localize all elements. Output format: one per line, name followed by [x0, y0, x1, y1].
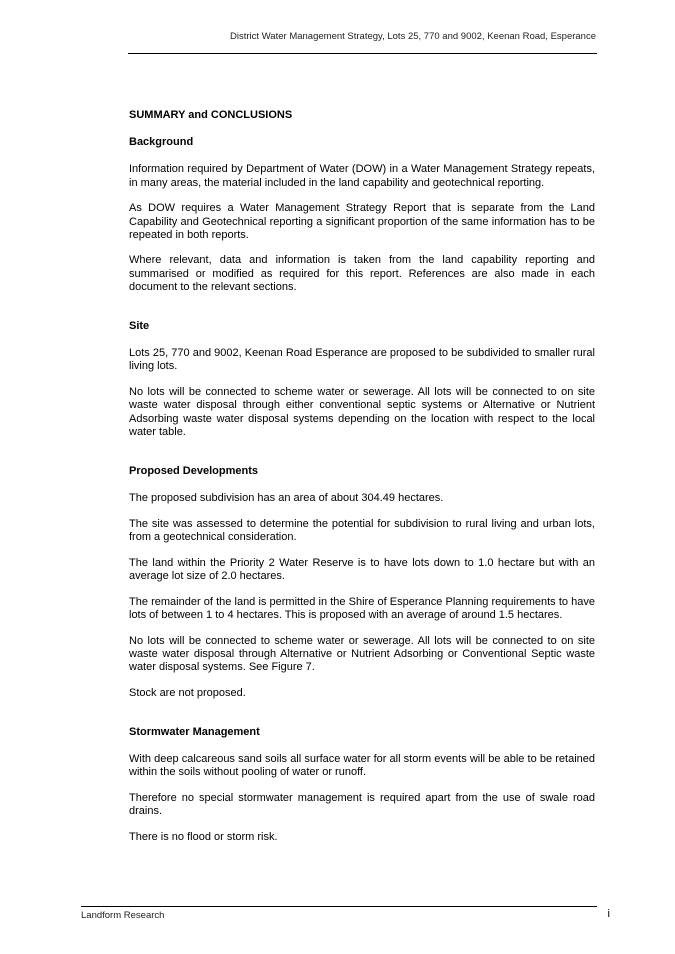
paragraph: Where relevant, data and information is taken from the land capability reporting and summarised or modified as required for this report. References are also made in each document to the relevant sections.	[129, 254, 595, 293]
paragraph: The land within the Priority 2 Water Reserve is to have lots down to 1.0 hectare but with an average lot size of 2.0 hectares.	[129, 556, 595, 582]
paragraph: Lots 25, 770 and 9002, Keenan Road Esperance are proposed to be subdivided to smaller rural living lots.	[129, 347, 595, 373]
paragraph: No lots will be connected to scheme water or sewerage. All lots will be connected to on site waste water disposal through Alternative or Nutrient Adsorbing or Conventional Septic waste water disposal systems. See Figure 7.	[129, 634, 595, 673]
paragraph: Information required by Department of Water (DOW) in a Water Management Strategy repeats, in many areas, the material included in the land capability and geotechnical reporting.	[129, 163, 595, 189]
section-heading: Proposed Developments	[129, 464, 258, 477]
paragraph: Stock are not proposed.	[129, 686, 246, 699]
section-site	[129, 320, 595, 439]
paragraph: There is no flood or storm risk.	[129, 830, 278, 843]
document-body	[129, 109, 595, 870]
paragraph: Therefore no special stormwater management is required apart from the use of swale road drains.	[129, 792, 595, 818]
document-title: SUMMARY and CONCLUSIONS	[129, 109, 293, 121]
paragraph: With deep calcareous sand soils all surface water for all storm events will be able to be retained within the soils without pooling of water or runoff.	[129, 753, 595, 779]
paragraph: The remainder of the land is permitted in the Shire of Esperance Planning requirements to have lots of between 1 to 4 hectares. This is proposed with an average of around 1.5 hectares.	[129, 595, 595, 621]
paragraph: As DOW requires a Water Management Strategy Report that is separate from the Land Capability and Geotechnical reporting a significant proportion of the same information has to be repeated in both reports.	[129, 202, 595, 241]
footer-author: Landform Research	[81, 910, 165, 921]
paragraph: The site was assessed to determine the potential for subdivision to rural living and urban lots, from a geotechnical consideration.	[129, 517, 595, 544]
section-background	[129, 136, 595, 294]
running-header: District Water Management Strategy, Lots 25, 770 and 9002, Keenan Road, Esperance	[230, 31, 596, 42]
section-proposed-developments	[129, 465, 595, 700]
paragraph: The proposed subdivision has an area of about 304.49 hectares.	[129, 492, 444, 505]
section-stormwater-management	[129, 726, 595, 844]
section-heading: Site	[129, 320, 150, 333]
section-heading: Stormwater Management	[129, 725, 260, 738]
section-heading: Background	[129, 136, 194, 149]
header-divider	[128, 53, 597, 54]
page-number: i	[607, 908, 610, 920]
paragraph: No lots will be connected to scheme water or sewerage. All lots will be connected to on site waste water disposal through either conventional septic systems or Alternative or Nutrient Adsorbing waste water disposal systems depending on the location with respect to the local water table.	[129, 386, 595, 438]
footer-divider	[81, 906, 597, 907]
